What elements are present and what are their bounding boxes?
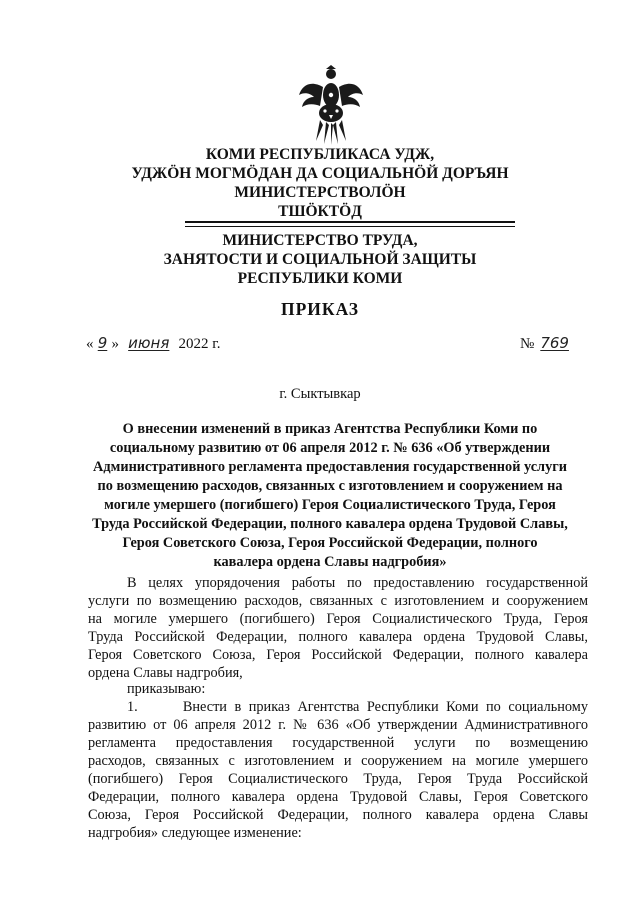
paragraph-line: (погибшего) Героя Социалистического Труда, Героя Труда Российской [88,771,588,787]
header-komi-line: МИНИСТЕРСТВОЛӦН [234,184,406,201]
subject-line: могиле умершего (погибшего) Героя Социалистического Труда, Героя [104,497,556,513]
paragraph-line: на могиле умершего (погибшего) Героя Социалистического Труда, Героя [88,611,588,627]
city: г. Сыктывкар [279,386,361,402]
header-divider-thin [185,226,515,227]
paragraph-line: надгробия» следующее изменение: [88,825,302,841]
paragraph-line: Союза, Героя Российской Федерации, полного кавалера ордена Славы [88,807,588,823]
date-open-quote: « [86,336,94,352]
date-day: 9 [97,334,108,352]
decree-word: приказываю: [127,681,206,697]
header-komi-line: КОМИ РЕСПУБЛИКАСА УДЖ, [205,146,435,163]
paragraph-line: Федерации, полного кавалера ордена Трудовой Славы, Героя Советского [88,789,588,805]
subject-line: Героя Советского Союза, Героя Российской Федерации, полного [122,535,538,551]
subject-line: кавалера ордена Славы надгробия» [213,554,447,570]
paragraph-line: регламента предоставления государственной услуги по возмещению [88,735,588,751]
paragraph-line: расходов, связанных с изготовлением и сооружением на могиле умершего [88,753,588,769]
paragraph-line: развитию от 06 апреля 2012 г. № 636 «Об утверждении Административного [88,717,588,733]
order-subject [60,420,600,572]
paragraph-item-1 [88,698,588,842]
date-month: июня [128,334,170,352]
komi-emblem-icon [296,65,366,145]
paragraph-preamble [88,574,588,682]
paragraph-line: 1. Внести в приказ Агентства Республики Коми по социальному [127,699,588,715]
paragraph-line: В целях упорядочения работы по предоставлению государственной [127,575,588,591]
order-number [520,334,590,353]
russian-ministry-header [0,231,640,288]
date-close-quote: » [111,336,119,352]
paragraph-line: Труда Российской Федерации, полного кавалера ордена Трудовой Славы, [88,629,588,645]
paragraph-line: ордена Славы надгробия, [88,665,243,681]
paragraph-line: услуги по возмещению расходов, связанных с изготовлением и сооружением [88,593,588,609]
number-value: 769 [540,334,569,352]
order-title: ПРИКАЗ [280,299,360,319]
header-ru-line: ЗАНЯТОСТИ И СОЦИАЛЬНОЙ ЗАЩИТЫ [163,251,477,268]
header-divider-thick [185,221,515,223]
decree-word-block [88,680,588,698]
number-label: № [520,336,535,352]
subject-line: Административного регламента предоставления государственной услуги [93,459,567,475]
header-ru-line: РЕСПУБЛИКИ КОМИ [237,270,403,287]
order-date [86,334,220,353]
header-komi-line: УДЖӦН МОГМӦДАН ДА СОЦИАЛЬНӦЙ ДОРЪЯН [131,165,509,182]
subject-line: по возмещению расходов, связанных с изготовлением и сооружением на [97,478,563,494]
header-ru-line: МИНИСТЕРСТВО ТРУДА, [222,232,418,249]
paragraph-line: Героя Советского Союза, Героя Российской Федерации, полного кавалера [88,647,588,663]
header-komi-line: ТШӦКТӦД [278,203,362,220]
subject-line: Труда Российской Федерации, полного кавалера ордена Трудовой Славы, [92,516,568,532]
subject-line: социальному развитию от 06 апреля 2012 г. № 636 «Об утверждении [109,440,551,456]
date-year: 2022 г. [178,336,221,352]
subject-line: О внесении изменений в приказ Агентства Республики Коми по [122,421,538,437]
komi-ministry-header [0,145,640,221]
